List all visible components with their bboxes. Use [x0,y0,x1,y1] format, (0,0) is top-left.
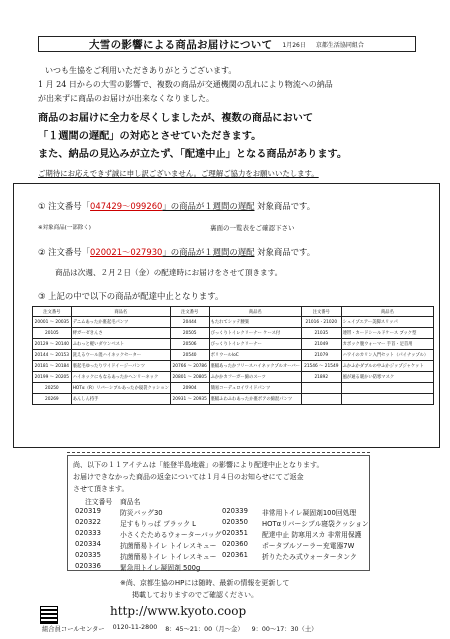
list-item-number: 020336 [75,562,101,570]
org-name: 京都生活協同組合 [315,41,364,49]
list-item-number: 020361 [222,551,248,559]
order-number-cell: 20540 [170,350,209,361]
list-header-num: 注文番号 [85,498,113,506]
hours-saturday: 9：00～17：30（土） [251,626,318,633]
item-1 [38,200,315,212]
list-item-number: 020334 [75,540,101,548]
note-right: 裏面の一覧表をご確認下さい [210,224,295,232]
order-number-cell: 20181 ～ 20184 [33,361,72,372]
order-number-cell: 20931 ～ 20935 [170,394,209,405]
notice-line-2: 「１週間の遅配」の対応とさせていただきます。 [38,131,262,142]
product-name-cell: 洗えるウール混ハイネックセーター [71,350,170,361]
table-row [33,372,434,383]
order-number-cell: 20199 ～ 20205 [33,372,72,383]
product-name-cell: ハワイのカリン入門セット（パイナップル） [341,350,433,361]
order-number-cell: 20269 [33,394,72,405]
order-number-cell: 20105 [33,328,72,339]
col-header: 注文番号 [170,307,209,317]
order-number-cell [301,394,341,405]
table-row [33,383,434,394]
col-header: 注文番号 [33,307,72,317]
table-row [33,328,434,339]
product-name-cell: ボリウールloC [209,350,301,361]
product-name-cell: 簡易コーデュロイワイドパンツ [209,383,301,394]
list-header-name: 商品名 [120,498,141,506]
product-name-cell [341,383,433,394]
intro-line-2: 1 月 24 日からの大雪の影響で、複数の商品が交通機関の乱れにより物流への納品 [38,80,333,89]
notice-date: 1月26日 [282,41,306,49]
bottom-line-2: お届けできなかった商品の返金については１月４日のお知らせにてご返金 [73,473,304,481]
page-title: 大雪の影響による商品お届けについて [89,38,273,51]
item-1-range: 047429～099260 [90,201,163,211]
table-row [33,350,434,361]
product-name-cell: ふわっと軽いダウンベスト [71,339,170,350]
contact-line [42,624,317,633]
order-number-cell: 20250 [33,383,72,394]
product-name-cell [341,394,433,405]
notice-line-3: また、納品の見込みが立たず、「配達中止」となる商品があります。 [38,149,348,160]
order-number-cell: 20904 [170,383,209,394]
list-item-number: 020319 [75,507,101,515]
item-2-sub: 商品は次週、２月２日（金）の配達時にお届けをさせて頂きます。 [55,268,283,277]
table-row [33,339,434,350]
product-name-cell: もたれてシッテ腰楽 [209,317,301,328]
order-number-cell: 20444 [170,317,209,328]
list-item-name: 配達中止 防寒用スカ 非常用保護 [262,531,362,539]
item-1-suffix: 対象商品です。 [257,201,316,211]
item-1-prefix: ① 注文番号「 [38,201,91,211]
list-item-number: 020360 [222,540,248,548]
table-row [33,394,434,405]
order-number-cell: 20506 [170,339,209,350]
col-header: 商品名 [71,307,170,317]
product-name-cell: 裏起毛ゆったりワイドイージーパンツ [71,361,170,372]
product-name-cell: デニムあったか裏起毛パンツ [71,317,170,328]
order-number-cell: 20801 ～ 20805 [170,372,209,383]
title-box [38,36,416,52]
section-divider [67,452,370,453]
order-number-cell: 20129 ～ 20140 [33,339,72,350]
qr-code-icon [40,606,58,624]
footer-note-2: 掲載しておりますのでご確認ください。 [132,591,258,599]
item-2-mid: 」の商品が１週間の遅配 [162,247,255,257]
phone-number: 0120-11-2800 [112,624,158,631]
item-2-range: 020021～027930 [90,247,163,257]
product-name-cell: 裏幅あったかフリースハイネックプルオーバー [209,361,301,372]
list-item-name: 折りたたみ式ウォータータンク [262,553,357,561]
order-number-cell: 21892 [301,372,341,383]
order-number-cell: 21049 [301,339,341,350]
table-header-row [33,307,434,317]
order-number-cell [301,383,341,394]
cancelled-items-table [32,306,434,405]
bottom-line-3: させて頂きます。 [73,485,129,493]
contact-label: 組合員コールセンター [42,626,105,633]
product-name-cell: あんしん持手 [71,394,170,405]
product-name-cell: カボック腹ウォーマー 手首・足首用 [341,339,433,350]
hours-weekday: 8：45～21：00（月～金） [165,626,244,633]
item-1-mid: 」の商品が１週間の遅配 [162,201,255,211]
col-header: 注文番号 [301,307,341,317]
list-item-name: 緊急用トイレ凝固剤 500g [120,564,201,572]
list-item-name: 抗菌簡易トイレ トイレスキュー [120,553,217,561]
order-number-cell: 21546 ～ 21549 [301,361,341,372]
product-name-cell: 絆ガーゼきんさ [71,328,170,339]
intro-line-1: いつも生協をご利用いただきありがとうございます。 [45,66,237,75]
table-row [33,361,434,372]
product-name-cell: 裏幅ふわふわあったか裏ボアの綿混パンツ [209,394,301,405]
intro-line-3: が出来ずに商品のお届けが出来なくなりました。 [38,94,214,103]
list-item-name: 抗菌簡易トイレ トイレスキュー [120,542,217,550]
note-left: ※対象商品(一部除く) [38,225,91,231]
list-item-name: 非常用トイレ凝固剤100回処理 [262,509,357,517]
product-name-cell: 連帯・カードシールドケース ブック型 [341,328,433,339]
product-name-cell: シェイプエアー美脚スリッパ [341,317,433,328]
table-row [33,317,434,328]
product-name-cell: 風が通る暖かい防寒マスク [341,372,433,383]
list-item-number: 020335 [75,551,101,559]
order-number-cell: 20766 ～ 20786 [170,361,209,372]
product-name-cell: ハイネックにもなるあったかヘンリーネック [71,372,170,383]
list-item-name: 足すもりっぱ ブラック L [120,520,196,528]
product-name-cell: びっくりトイレクリーナー [209,339,301,350]
order-number-cell: 21079 [301,350,341,361]
product-name-cell: HOTα（R）リバーシブルあったか寝袋クッション [71,383,170,394]
notice-line-1: 商品のお届けに全力を尽くしましたが、複数の商品において [38,113,314,124]
order-number-cell: 21016・21020 [301,317,341,328]
list-item-name: ポータブルソーラー充電器7W [262,542,355,550]
item-2-suffix: 対象商品です。 [257,247,316,257]
col-header: 商品名 [341,307,433,317]
list-item-number: 020333 [75,529,101,537]
list-item-number: 020339 [222,507,248,515]
list-item-name: HOTαリバーシブル寝袋クッション [262,520,369,528]
list-item-name: 防災バッグ30 [120,509,163,517]
product-name-cell: びっくりトイレクリーナー ケース付 [209,328,301,339]
footer-note-1: ※尚、京都生協のHPには随時、最新の情報を更新して [120,579,290,587]
product-name-cell: ふかかカフーガー綿のスーツ [209,372,301,383]
list-item-number: 020322 [75,518,101,526]
list-item-number: 020351 [222,529,248,537]
item-3: ③ 上記の中で以下の商品が配達中止となります。 [38,291,224,301]
item-2 [38,246,315,258]
order-number-cell: 20144 ～ 20153 [33,350,72,361]
list-item-name: 小さくたためるウォーターバッグ [120,531,222,539]
order-number-cell: 21035 [301,328,341,339]
col-header: 商品名 [209,307,301,317]
order-number-cell: 20001 ～ 20035 [33,317,72,328]
product-name-cell: ふかふかダブルの中ふかジップジャケット [341,361,433,372]
bottom-line-1: 尚、以下の１１アイテムは「能登半島地震」の影響により配達中止となります。 [73,461,324,469]
website-link[interactable]: http://www.kyoto.coop [110,604,247,618]
item-2-prefix: ② 注文番号「 [38,247,91,257]
order-number-cell: 20505 [170,328,209,339]
apology-text: ご期待にお応えできず誠に申し訳ございません。ご理解ご協力をお願いいたします。 [38,169,319,178]
list-item-number: 020350 [222,518,248,526]
